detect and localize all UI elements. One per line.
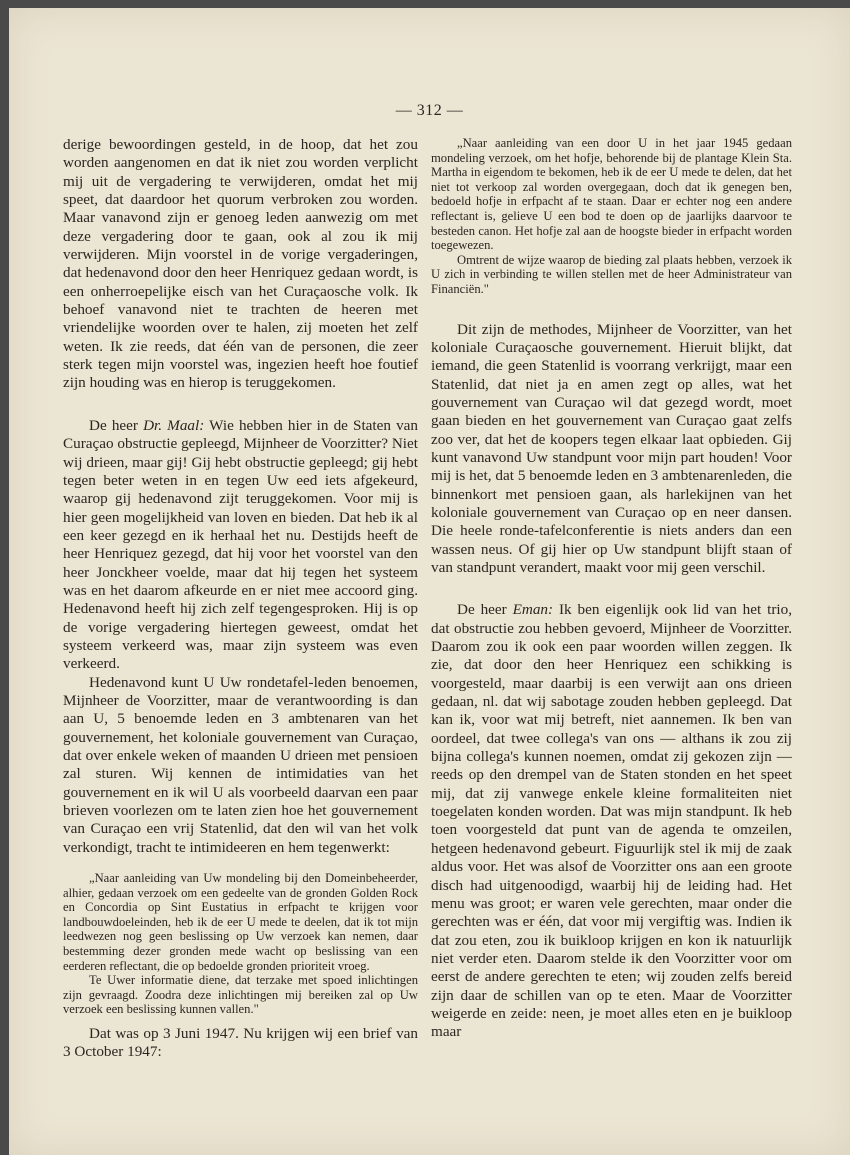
right-column [431,136,792,1042]
speaker-name: Dr. Maal: [143,416,205,434]
page-number: — 312 — [395,102,464,119]
left-column [63,136,418,1062]
paragraph: derige bewoordingen gesteld, in de hoop, dat het zou worden aangenomen en dat ik niet zou worden verplicht mij uit de vergadering te verwijderen, omdat het mij speet, dat daardoor het quorum verbroken zou worden. Maar vanavond zijn er genoeg leden aanwezig om met deze vergadering door te gaan, ook al zou ik mij verwijderen. Mijn voorstel in de vorige vergaderingen, dat hedenavond door den heer Henriquez gedaan wordt, is een onherroepelijke eisch van het Curaçaosche volk. Ik behoef vanavond niet te trachten de heeren met vriendelijke woorden over te halen, zij moeten het zelf weten. Ik zie reeds, dat één van de personen, die zeer sterk tegen mijn voorstel was, ingezien heeft hoe foutief zijn houding was en hierop is teruggekomen. [63,136,418,392]
paragraph: Dit zijn de methodes, Mijnheer de Voorzitter, van het koloniale Curaçaosche gouvernement. Hieruit blijkt, dat iemand, die geen Statenlid is voorrang verkrijgt, maar een Statenlid, dat niet ja en amen zegt op alles, wat het gouvernement van Curaçao wil dat gezegd wordt, moet gaan bieden en het gouvernement van Curaçao gaat zelfs zoo ver, dat het de koopers tegen elkaar laat opbieden. Gij kunt vanavond Uw standpunt voor mijn part houden! Voor mij is het, dat 5 benoemde leden en 3 ambtenarenleden, die binnenkort met pensioen gaan, als harlekijnen van het koloniale gouvernement van Curaçao op en neer dansen. Die heele ronde-tafelconferentie is niets anders dan een wassen neus. Of gij hier op Uw standpunt blijft staan of van standpunt verandert, maakt voor mij geen verschil. [431,320,792,576]
paragraph: Hedenavond kunt U Uw rondetafel-leden benoemen, Mijnheer de Voorzitter, maar de verantwoording is dan aan U, 5 benoemde leden en 3 ambtenaren van het gouvernement, het koloniale gouvernement van Curaçao, dat over enkele weken of maanden U drieen met pensioen zal sturen. Wij kennen de intimidaties van het gouvernement en ik wil U als voorbeeld daarvan een paar brieven voorlezen om te laten zien hoe het gouvernement van Curaçao een vrij Statenlid, dat den wil van het volk verkondigt, tracht te intimideeren en hem tegenwerkt: [63,673,418,856]
speech-text: Wie hebben hier in de Staten van Curaçao obstructie gepleegd, Mijnheer de Voorzitter? Niet wij drieen, maar gij! Gij hebt obstructie gepleegd; gij hebt tegen beter weten in en tegen Uw eed iets afgekeurd, waarop gij hedenavond zijt teruggekomen. Voor mij is hier geen mogelijkheid van loven en bieden. Dat heb ik al een keer gezegd en ik herhaal het nu. Destijds heeft de heer Henriquez gezegd, dat hij voor het voorstel van den heer Jonckheer voelde, maar dat hij tegen het systeem was en het daarom afkeurde en er niet mee accoord ging. Hedenavond heeft hij zich zelf tegengesproken. Hij is op de vorige vergadering hiertegen geweest, omdat het systeem verkeerd was, maar zijn systeem was even verkeerd. [63,416,419,673]
quoted-letter: „Naar aanleiding van een door U in het jaar 1945 gedaan mondeling verzoek, om het hofje, behorende bij de plantage Klein Sta. Martha in eigendom te bekomen, heb ik de eer U mede te delen, dat het niet tot verkoop zal worden overgegaan, doch dat ik genegen ben, bedoeld hofje in erfpacht af te staan. Daar er echter nog een andere reflectant is, gelieve U een bod te doen op de jaarlijks daarvoor te besteden canon. Het hofje zal aan de hoogste bieder in erfpacht worden toegewezen. [431,136,792,253]
quoted-letter: Te Uwer informatie diene, dat terzake met spoed inlichtingen zijn gevraagd. Zoodra deze inlichtingen mij bereiken zal op Uw verzoek een beslissing kunnen vallen." [63,973,418,1017]
paragraph: Dat was op 3 Juni 1947. Nu krijgen wij een brief van 3 October 1947: [63,1025,418,1061]
speech-text: Ik ben eigenlijk ook lid van het trio, dat obstructie zou hebben gevoerd, Mijnheer de Voorzitter. Daarom zou ik ook een paar woorden willen zeggen. Ik zie, dat door den heer Henriquez een schikking is voorgesteld, maar daarbij is een verwijt aan ons drieen gedaan, nl. dat wij sabotage zouden hebben gepleegd. Dat kan ik, voor wat mij betreft, niet aannemen. Ik ben van oordeel, dat twee collega's van ons — althans ik zou zij bijna collega's kunnen noemen, omdat zij gekozen zijn — reeds op den drempel van de Staten stonden en het speet mij, dat zij vanwege enkele kleine formaliteiten niet toegelaten konden worden. Dat was mijn standpunt. Ik heb toen voorgesteld dat punt van de agenda te omzeilen, hetgeen hedenavond gebeurt. Figuurlijk stel ik mij de zaak aldus voor. Het was alsof de Voorzitter ons aan een groote disch had uitgenoodigd, waarbij hij de leiding had. Het menu was groot; er waren vele gerechten, maar onder die gerechten was er één, dat voor mij vergiftig was. Indien ik dat zou eten, zou ik buikloop krijgen en kon ik natuurlijk niet verder eten. Daarom stelde ik den Voorzitter voor om eerst de andere gerechten te eten; wij zouden zelfs bereid zijn daar de schillen van op te eten. Maar de Voorzitter weigerde en zeide: neen, je moet alles eten en je buikloop maar [431,601,792,1041]
quoted-letter: Omtrent de wijze waarop de bieding zal plaats hebben, verzoek ik U zich in verbinding te willen stellen met de heer Administrateur van Financiën." [431,252,792,296]
speech-lead: De heer [89,416,144,434]
speech-lead: De heer [457,601,513,619]
quoted-letter: „Naar aanleiding van Uw mondeling bij den Domeinbeheerder, alhier, gedaan verzoek om een gedeelte van de gronden Golden Rock en Concordia op Sint Eustatius in erfpacht te krijgen voor landbouwdoeleinden, heb ik de eer U mede te deelen, dat ik tot mijn leedwezen nog geen beslissing op Uw verzoek kan nemen, daar bestemming dezer gronden mede wacht op beslissing van een eerderen reflectant, die op bedoelde gronden prioriteit vroeg. [63,871,418,973]
speech-dr-maal [63,417,418,674]
speech-eman [431,601,792,1041]
document-page [9,8,850,1155]
speaker-name: Eman: [512,601,554,619]
